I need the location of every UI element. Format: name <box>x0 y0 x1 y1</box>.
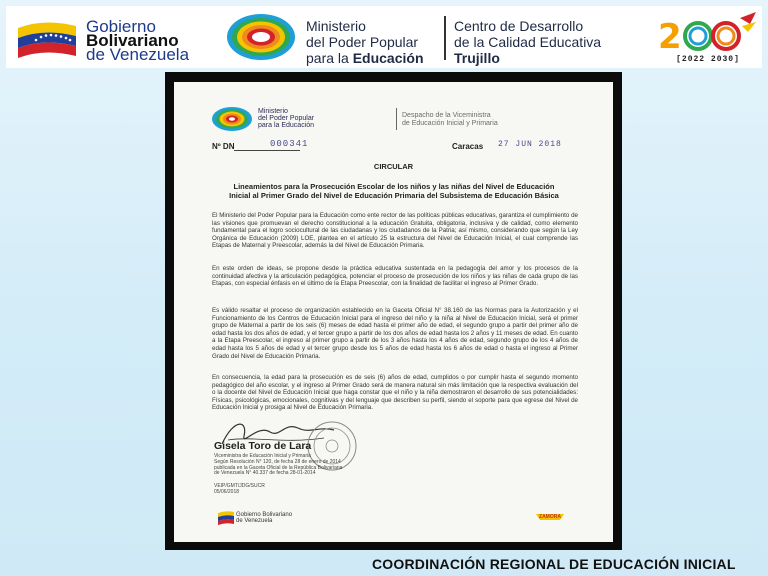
letterhead-ministerio <box>258 108 314 129</box>
letterhead-divider <box>396 108 397 130</box>
gobierno-line2: Bolivariano <box>86 31 179 50</box>
ciudad-label: Caracas <box>452 142 484 151</box>
header-divider <box>444 16 446 60</box>
ministerio-mini-logo-icon <box>210 106 254 132</box>
signer-role-l1: Viceministra de Educación Inicial y Primaria <box>214 453 311 459</box>
fecha-stamp: 27 JUN 2018 <box>498 140 562 149</box>
svg-text:2: 2 <box>658 17 682 57</box>
document-meta <box>212 140 572 154</box>
header-banner <box>6 6 762 68</box>
centro-line2: de la Calidad Educativa <box>454 34 602 50</box>
signer-name: Gisela Toro de Lara <box>214 440 312 452</box>
ministerio-wordmark <box>306 18 424 66</box>
letterhead-min-l2: del Poder Popular <box>258 115 315 122</box>
footer-gobierno <box>236 512 292 524</box>
document-type: CIRCULAR <box>373 162 414 171</box>
signer-role <box>214 454 342 477</box>
paragraph-1: El Ministerio del Poder Popular para la Educación como ente rector de las políticas públicas educativas, garantiza el cumplimiento de las visiones que promuevan el derecho constitucional a la educación Gratuita, obligatoria, inclusiva y de calidad, como elemento fundamental para el logro sociocultural de las ciudadanas y los ciudadanos de la Patria; así mismo, considerando que según la Ley Orgánica de Educación (2009) LOE, plantea en el artículo 25 la estructura del Nivel de Educación Inicial, el cual comprende las Etapas de Maternal y Preescolar, además la del Nivel de Educación Primaria. <box>212 212 578 250</box>
gobierno-bolivariano-wordmark <box>86 17 190 64</box>
numero-label: Nº DN <box>212 142 235 151</box>
ministerio-line3-prefix: para la <box>306 50 349 66</box>
centro-desarrollo-wordmark <box>454 18 601 66</box>
letterhead-min-l3: para la Educación <box>258 122 315 129</box>
footer-gobierno-l1: Gobierno Bolivariano <box>236 512 293 518</box>
ministerio-line3 <box>306 50 424 66</box>
reference-code <box>214 484 265 496</box>
reference-code-l1: VEIP/GMT/JDG/SUCR <box>214 483 265 489</box>
paragraph-3: Es válido resaltar el proceso de organización establecido en la Gaceta Oficial N° 38.160 de las Normas para la Autorización y el Funcionamiento de los Centros de Educación Inicial para el ingreso del niño y la niña al Nivel de Educación Inicial, será el primer grupo de Maternal a partir de los seis (6) meses de edad hasta el primer año de edad, el segundo grupo a partir del primer año de edad hasta los dos años de edad, y el tercer grupo a partir de los dos años de edad hasta los 2 años y 11 meses de edad. En cuanto a la Etapa Preescolar, el ingreso al primer grupo a partir de los 3 años hasta los 4 años de edad, segundo grupo de los 4 años de edad hasta los 5 años de edad y el tercer grupo desde los 5 años de edad hasta los 6 años de edad o hasta el ingreso al Primer Grado del Nivel de Educación Primaria. <box>212 307 578 360</box>
ministerio-line2: del Poder Popular <box>306 34 419 50</box>
numero-value: 000341 <box>270 139 309 149</box>
reference-code-l2: 05/06/2018 <box>214 488 240 495</box>
footer-gobierno-l2: de Venezuela <box>236 518 273 524</box>
gobierno-line1: Gobierno <box>86 17 156 36</box>
venezuela-flag-icon <box>14 14 80 62</box>
signer-role-l3: publicada en la Gaceta Oficial de la República Bolivariana <box>214 464 343 471</box>
plan-years: [2022 2030] <box>676 55 740 64</box>
numero-underline <box>234 150 300 151</box>
document-title: Lineamientos para la Prosecución Escolar de los niños y las niñas del Nivel de Educación Inicial al Primer Grado del Nivel de Educación Primaria del Subsistema de Educación Básica <box>229 182 559 200</box>
letterhead-despacho <box>402 112 498 127</box>
letterhead-desp-l2: de Educación Inicial y Primaria <box>402 119 498 127</box>
paragraph-4: En consecuencia, la edad para la prosecución es de seis (6) años de edad, cumplidos o por cumplir hasta el segundo momento pedagógico del año escolar, y el ingreso al Primer Grado será de manera natural sin más limitación que la respectiva evaluación del o la docente del Nivel de Educación Inicial que haga constar que el niño y la niña demostraron el desarrollo de sus potencialidades: Físicas, psicológicas, emocionales, cognitivas y del lenguaje que describen su perfil, siendo el soporte para que egrese del Nivel de Educación Inicial y prosiga al Nivel de Educación Primaria. <box>212 374 578 412</box>
centro-line3: Trujillo <box>454 50 500 66</box>
letterhead-min-l1: Ministerio <box>258 108 288 115</box>
signer-role-l2: Según Resolución N° 120, de fecha 28 de enero de 2014 <box>214 458 341 465</box>
footer-zamora: ZAMORA <box>539 514 561 520</box>
ministerio-educacion-logo-icon <box>224 12 298 62</box>
page-caption: COORDINACIÓN REGIONAL DE EDUCACIÓN INICIAL <box>372 556 736 572</box>
paragraph-2: En este orden de ideas, se propone desde la práctica educativa sustentada en la pedagogía del amor y los procesos de la continuidad afectiva y la articulación pedagógica, potenciar el proceso de prosecución de los niños y las niñas de cada grupo de las Etapas, con especial énfasis en el último de la Etapa Preescolar, con la finalidad de facilitar el ingreso al Primer Grado. <box>212 265 578 288</box>
ministerio-line1: Ministerio <box>306 18 366 34</box>
document-frame <box>165 72 622 550</box>
gobierno-line3: de Venezuela <box>86 45 190 64</box>
document-letterhead <box>210 106 590 136</box>
centro-line1: Centro de Desarrollo <box>454 18 584 34</box>
signer-role-l4: de Venezuela N° 40.337 de fecha 28-01-2014 <box>214 470 316 477</box>
ministerio-line3-bold: Educación <box>352 50 424 66</box>
circular-document <box>174 82 613 542</box>
letterhead-desp-l1: Despacho de la Viceministra <box>402 112 491 119</box>
